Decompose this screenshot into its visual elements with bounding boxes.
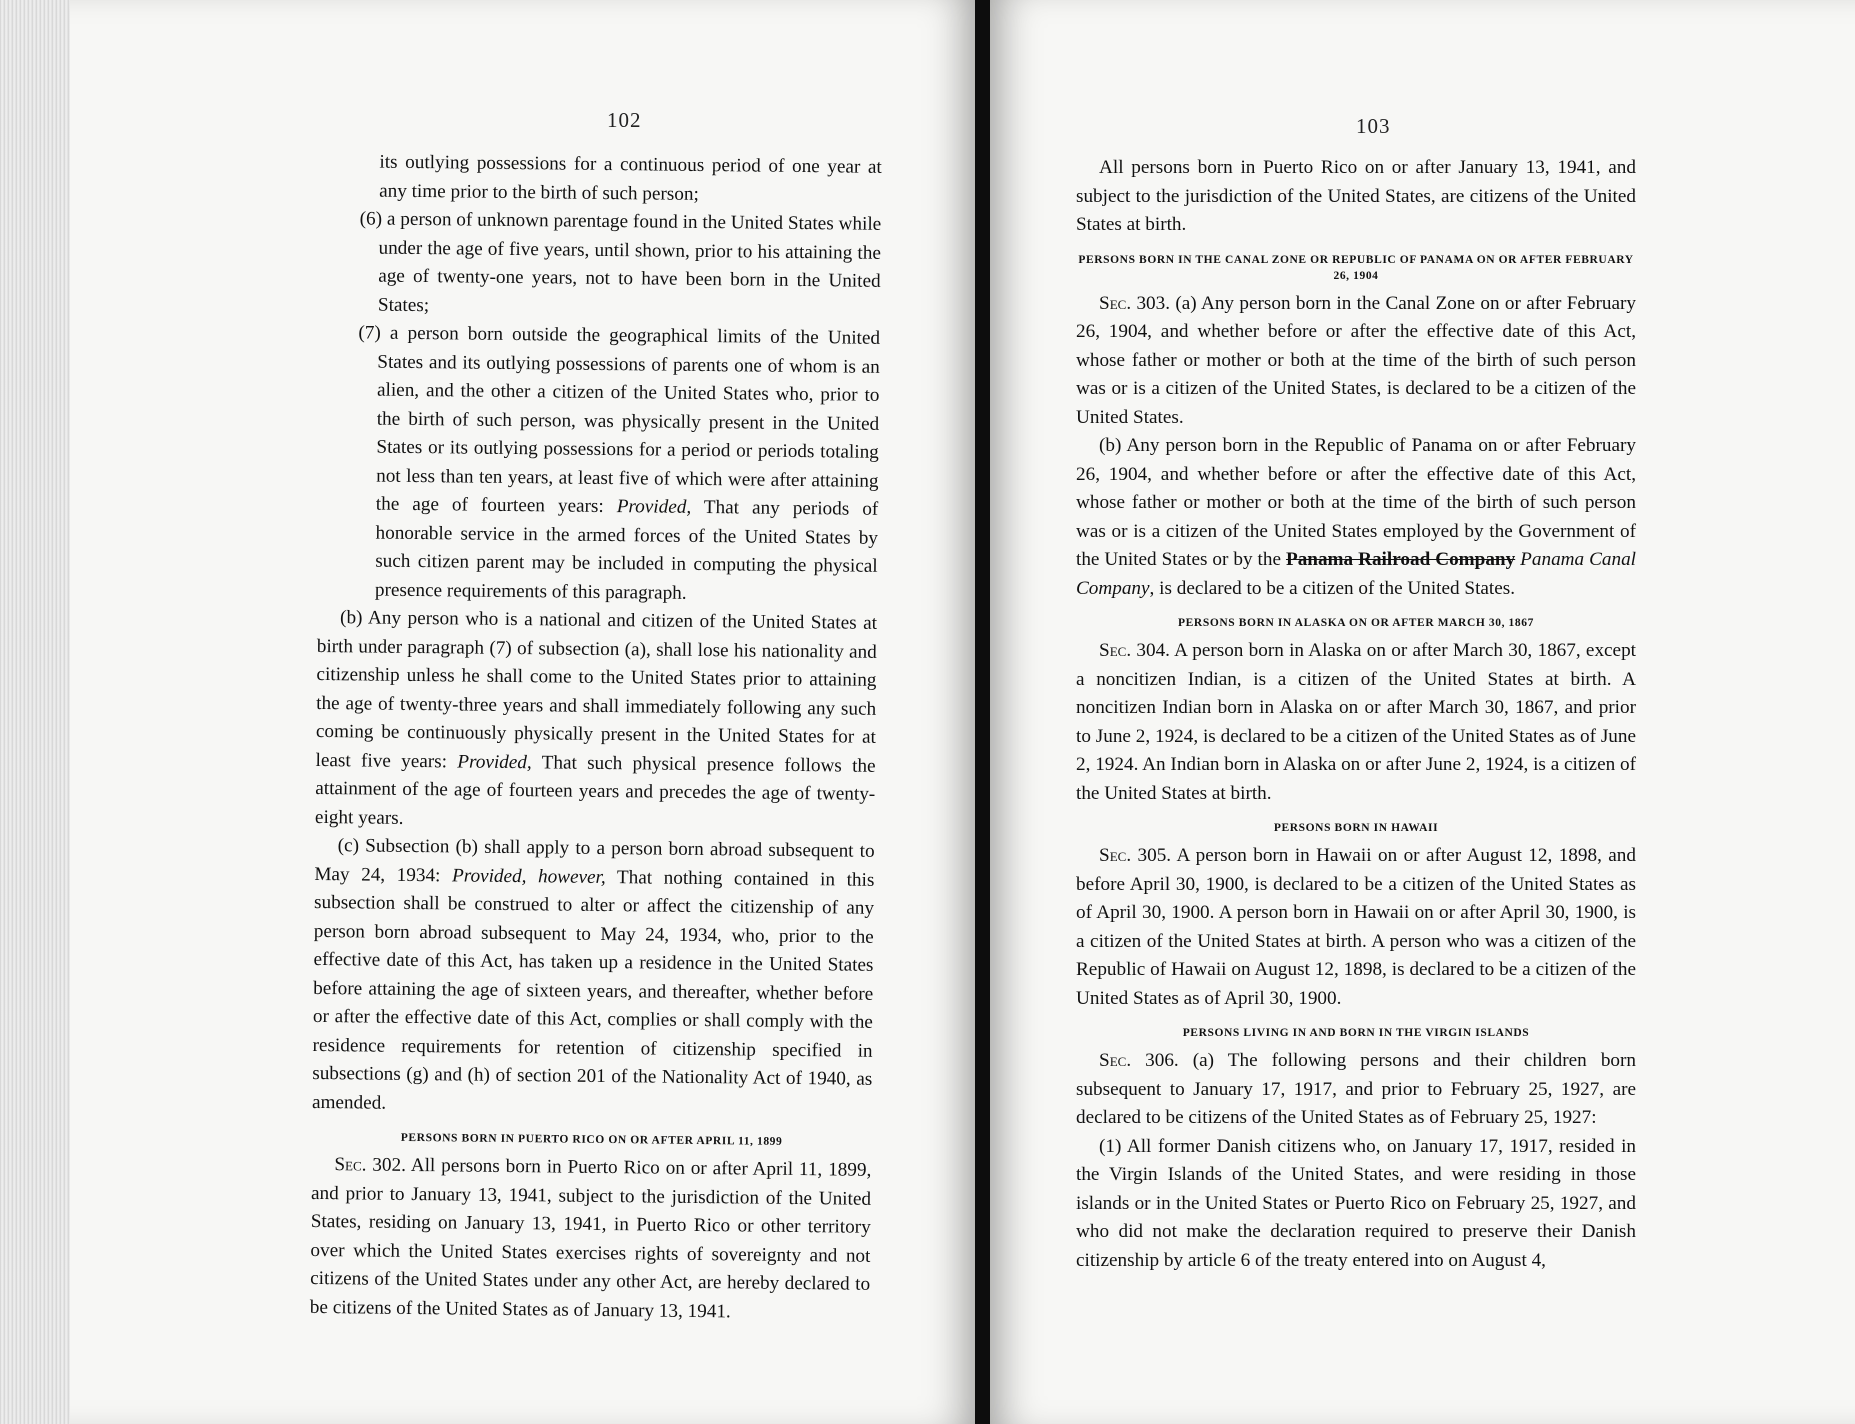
heading-section-302: PERSONS BORN IN PUERTO RICO ON OR AFTER APRIL 11, 1899 bbox=[400, 1131, 783, 1148]
subsection-c-text: (c) Subsection (b) shall apply to a person born abroad subsequent to May 24, 1934: bbox=[314, 835, 875, 886]
section-303-b bbox=[1076, 432, 1636, 603]
paragraph-7-provided: Provided, bbox=[616, 496, 692, 518]
paragraph-7 bbox=[317, 319, 880, 610]
right-page bbox=[990, 0, 1855, 1424]
section-305-label: Sec. 305. bbox=[1099, 845, 1172, 866]
section-303-label: Sec. 303. bbox=[1099, 292, 1171, 314]
section-303-b-start: (b) Any person born in the Republic of Panama on or after February 26, 1904, and whether before or after the effective date of this Act, whose father or mother or both at the time of the birth of such person was or is a citizen of the United States employed by the Government of the United States or by the bbox=[1076, 435, 1636, 570]
section-303-a bbox=[1076, 290, 1636, 433]
section-304-label: Sec. 304. bbox=[1099, 640, 1170, 661]
section-306-1: (1) All former Danish citizens who, on January 17, 1917, resided in the Virgin Islands of the United States, and were residing in those islands or in the United States or Puerto Rico on February 25, 1927, and who did not make the declaration required to preserve their Danish citizenship by article 6 of the treaty entered into on August 4, bbox=[1076, 1135, 1636, 1271]
paragraph-7-rest: That any periods of honorable service in the armed forces of the United States by such citizen parent may be included in computing the physical presence requirements of this paragraph. bbox=[374, 496, 879, 604]
section-306-a bbox=[1076, 1047, 1636, 1133]
left-page-text bbox=[310, 148, 882, 1328]
heading-section-303: PERSONS BORN IN THE CANAL ZONE OR REPUBLIC OF PANAMA ON OR AFTER FEBRUARY 26, 1904 bbox=[1078, 253, 1634, 282]
section-304-text: A person born in Alaska on or after March 30, 1867, except a noncitizen Indian, is a citizen of the United States at birth. A noncitizen Indian born in Alaska on or after March 30, 1867, and prior to June 2, 1924, is declared to be a citizen of the United States as of June 2, 1924. An Indian born in Alaska on or after June 2, 1924, is a citizen of the United States at birth. bbox=[1076, 640, 1636, 804]
section-306-a-text: (a) The following persons and their children born subsequent to January 17, 1917, and prior to February 25, 1927, are declared to be citizens of the United States as of February 25, 1927: bbox=[1076, 1050, 1636, 1128]
subsection-c-rest: That nothing contained in this subsection shall be construed to alter or affect the citizenship of any person born abroad subsequent to May 24, 1934, who, prior to the effective date of this Act, has taken up a residence in the United States before attaining the age of sixteen years, and thereafter, whether before or after the effective date of this Act, complies or shall comply with the residence requirements for retention of citizenship specified in subsections (g) and (h) of section 201 of the Nationality Act of 1940, as amended. bbox=[311, 866, 875, 1114]
section-305 bbox=[1076, 842, 1636, 1013]
subsection-c bbox=[312, 832, 875, 1123]
subsection-b-rest: That such physical presence follows the attainment of the age of fourteen years and precedes the age of twenty-eight years. bbox=[314, 751, 876, 829]
section-302-continued: All persons born in Puerto Rico on or after January 13, 1941, and subject to the jurisdiction of the United States, are citizens of the United States at birth. bbox=[1076, 157, 1636, 235]
subsection-b-provided: Provided, bbox=[457, 750, 532, 773]
section-303-a-text: (a) Any person born in the Canal Zone on or after February 26, 1904, and whether before or after the effective date of this Act, whose father or mother or both at the time of the birth of such person was or is a citizen of the United States, is declared to be a citizen of the United States. bbox=[1076, 292, 1636, 428]
subsection-c-provided: Provided, however, bbox=[451, 864, 606, 888]
paragraph-5-continued: its outlying possessions for a continuous period of one year at any time prior to the birth of such person; bbox=[379, 151, 882, 205]
paragraph-7-text: (7) a person born outside the geographical limits of the United States and its outlying possessions of parents one of whom is an alien, and the other a citizen of the United States who, prior to the birth of such person, was physically present in the United States or its outlying possessions for a period or periods totaling not less than ten years, at least five of which were after attaining the age of fourteen years: bbox=[358, 322, 881, 517]
inserted-text: Panama Canal Company bbox=[1076, 549, 1637, 599]
section-304 bbox=[1076, 637, 1636, 808]
subsection-b-text: (b) Any person who is a national and citizen of the United States at birth under paragraph (7) of subsection (a), shall lose his nationality and citizenship unless he shall come to the United States prior to attaining the age of twenty-three years and shall immediately following any such coming be continuously physically present in the United States for at least five years: bbox=[315, 607, 878, 772]
paragraph-6: (6) a person of unknown parentage found in the United States while under the age of five years, until shown, prior to his attaining the age of twenty-one years, not to have been born in the United States; bbox=[359, 208, 882, 316]
heading-section-305: PERSONS BORN IN HAWAII bbox=[1273, 822, 1439, 834]
heading-section-306: PERSONS LIVING IN AND BORN IN THE VIRGIN ISLANDS bbox=[1182, 1027, 1530, 1039]
struck-text: Panama Railroad Company bbox=[1285, 549, 1516, 570]
section-302-label: Sec. 302. bbox=[334, 1154, 407, 1176]
left-page bbox=[70, 0, 975, 1424]
page-number-left: 102 bbox=[607, 108, 642, 132]
section-302 bbox=[310, 1151, 872, 1328]
page-edges bbox=[0, 0, 70, 1424]
section-302-text: All persons born in Puerto Rico on or after April 11, 1899, and prior to January 13, 1941, subject to the jurisdiction of the United States, residing on January 13, 1941, in Puerto Rico or other territory over which the United States exercises rights of sovereignty and not citizens of the United States under any other Act, are hereby declared to be citizens of the United States as of January 13, 1941. bbox=[309, 1154, 872, 1322]
section-306-label: Sec. 306. bbox=[1099, 1050, 1179, 1071]
section-305-text: A person born in Hawaii on or after August 12, 1898, and before April 30, 1900, is declared to be a citizen of the United States as of April 30, 1900. A person born in Hawaii on or after April 30, 1900, is a citizen of the United States at birth. A person who was a citizen of the Republic of Hawaii on August 12, 1898, is declared to be a citizen of the United States as of April 30, 1900. bbox=[1076, 845, 1636, 1009]
right-page-text bbox=[1076, 154, 1636, 1275]
heading-section-304: PERSONS BORN IN ALASKA ON OR AFTER MARCH 30, 1867 bbox=[1178, 617, 1534, 629]
book-gutter bbox=[975, 0, 990, 1424]
section-303-b-end: , is declared to be a citizen of the United States. bbox=[1149, 577, 1516, 599]
page-number-right: 103 bbox=[1356, 114, 1391, 138]
subsection-b bbox=[315, 604, 877, 838]
